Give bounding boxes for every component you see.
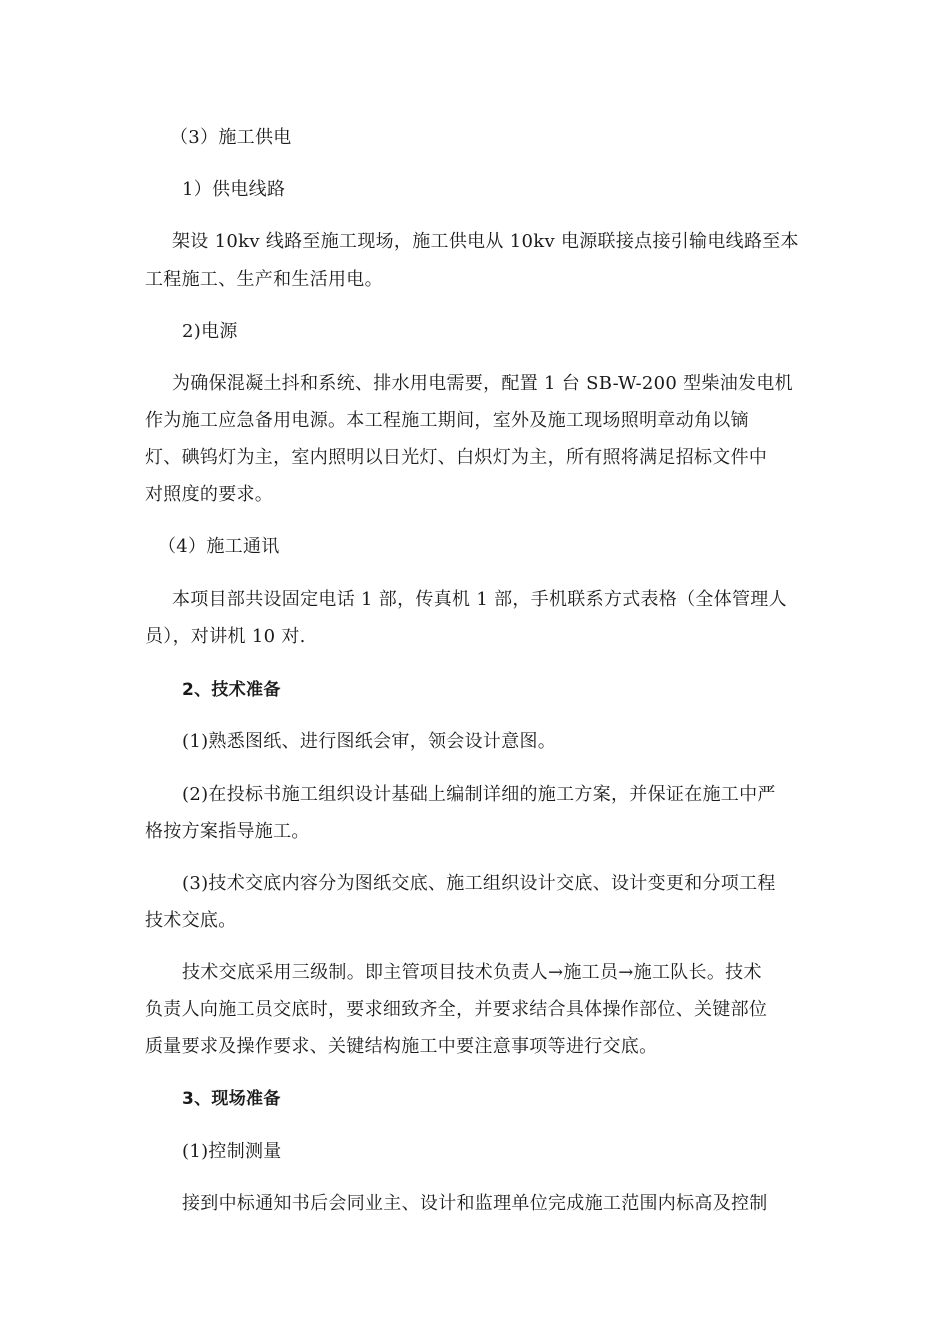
paragraph-line: (2)在投标书施工组织设计基础上编制详细的施工方案，并保证在施工中严	[182, 784, 776, 805]
paragraph-line: 技术交底采用三级制。即主管项目技术负责人→施工员→施工队长。技术	[182, 962, 762, 983]
paragraph-line: 接到中标通知书后会同业主、设计和监理单位完成施工范围内标高及控制	[182, 1193, 768, 1214]
section-heading-site-prep: 3、现场准备	[182, 1089, 281, 1109]
paragraph-line: 为确保混凝土抖和系统、排水用电需要，配置 1 台 SB-W-200 型柴油发电机	[172, 373, 793, 394]
subsection-heading-power-supply: （3）施工供电	[170, 127, 292, 148]
paragraph-line: 本项目部共设固定电话 1 部，传真机 1 部，手机联系方式表格（全体管理人	[172, 589, 787, 610]
paragraph-line: 质量要求及操作要求、关键结构施工中要注意事项等进行交底。	[145, 1036, 658, 1057]
paragraph-line: 作为施工应急备用电源。本工程施工期间，室外及施工现场照明章动角以镝	[145, 410, 749, 431]
paragraph-line: 负责人向施工员交底时，要求细致齐全，并要求结合具体操作部位、关键部位	[145, 999, 768, 1020]
subsection-heading-communication: （4）施工通讯	[158, 536, 280, 557]
paragraph-line: 员），对讲机 10 对.	[145, 626, 306, 647]
item-heading-power-lines: 1）供电线路	[182, 179, 286, 200]
paragraph-line: 对照度的要求。	[145, 484, 274, 505]
paragraph-line: 架设 10kv 线路至施工现场，施工供电从 10kv 电源联接点接引输电线路至本	[172, 231, 799, 252]
item-heading-power-source: 2)电源	[182, 321, 238, 342]
paragraph-line: 技术交底。	[145, 910, 237, 931]
paragraph-line: (3)技术交底内容分为图纸交底、施工组织设计交底、设计变更和分项工程	[182, 873, 776, 894]
paragraph-line: 灯、碘钨灯为主，室内照明以日光灯、白炽灯为主，所有照将满足招标文件中	[145, 447, 768, 468]
item-heading-control-survey: (1)控制测量	[182, 1141, 282, 1162]
paragraph-line: 工程施工、生产和生活用电。	[145, 269, 383, 290]
section-heading-technical-prep: 2、技术准备	[182, 680, 281, 700]
paragraph-line: (1)熟悉图纸、进行图纸会审，领会设计意图。	[182, 731, 557, 752]
paragraph-line: 格按方案指导施工。	[145, 821, 310, 842]
